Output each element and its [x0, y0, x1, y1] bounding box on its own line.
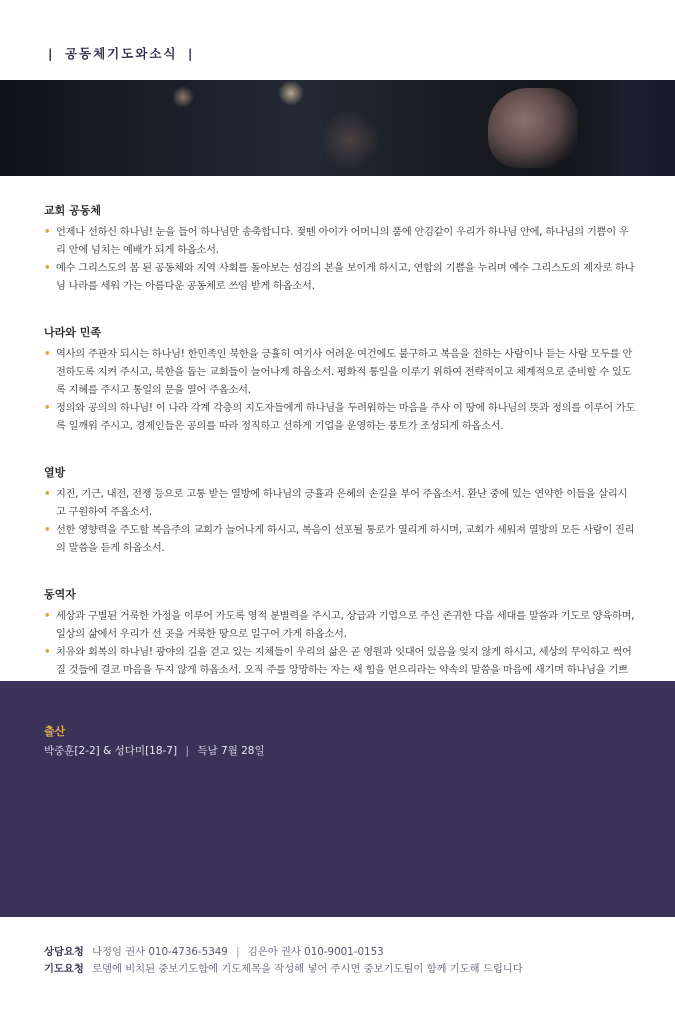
counsel-label: 상담요청 — [44, 946, 84, 958]
prayer-item — [44, 522, 636, 558]
news-panel — [0, 681, 675, 917]
section-title: 열방 — [44, 466, 66, 479]
prayer-item — [44, 400, 636, 436]
prayer-item — [44, 224, 636, 260]
section-nation — [44, 324, 636, 436]
prayer-text: 예수 그리스도의 몸 된 공동체와 지역 사회를 돌아보는 섬김의 본을 보이게 하시고, 연합의 기쁨을 누리며 예수 그리스도의 제자로 하나님 나라를 세워 가는 아름다운 공동체로 쓰임 받게 하옵소서. — [56, 263, 635, 292]
header-bar-left: | — [48, 46, 55, 61]
section-nations — [44, 464, 636, 558]
prayer-label: 기도요청 — [44, 963, 84, 975]
counsel-contact-2: 김은아 권사 010-9001-0153 — [247, 946, 384, 958]
prayer-text: 정의와 공의의 하나님! 이 나라 각계 각층의 지도자들에게 하나님을 두려워하는 마음을 주사 이 땅에 하나님의 뜻과 정의를 이루어 가도록 일깨워 주시고, 경제인들은 공의를 따라 정직하고 선하게 기업을 운영하는 풍토가 조성되게 하옵소서. — [56, 403, 636, 432]
prayer-item — [44, 346, 636, 400]
banner-shade — [560, 80, 675, 176]
footer — [44, 944, 523, 978]
candle-light — [172, 86, 194, 108]
news-text — [44, 743, 265, 758]
prayer-text: 세상과 구별된 거룩한 가정을 이루어 가도록 영적 분별력을 주시고, 상급과 기업으로 주신 존귀한 다음 세대를 말씀과 기도로 양육하며, 일상의 삶에서 우리가 선 곳을 거룩한 땅으로 일구어 가게 하옵소서. — [56, 611, 635, 640]
prayer-text: 치유와 회복의 하나님! 광야의 길을 걷고 있는 지체들이 우리의 삶은 곧 영원과 잇대어 있음을 잊지 않게 하시고, 세상의 무익하고 썩어질 것들에 결코 마음을 두지 않게 하옵소서. 오직 주를 앙망하는 자는 새 힘을 얻으리라는 약속의 말씀을 마음에 새기며 하나님을 기쁘 — [56, 647, 632, 676]
bullet-icon: • — [44, 525, 51, 536]
news-parents: 박중훈[2-2] & 성다미[18-7] — [44, 745, 178, 757]
prayer-item — [44, 486, 636, 522]
prayer-text: 언제나 선하신 하나님! 눈을 들어 하나님만 송축합니다. 젖뗀 아이가 어머니의 품에 안김같이 우리가 하나님 안에, 하나님의 기쁨이 우리 안에 넘치는 예배가 되게 하옵소서. — [56, 227, 629, 256]
bullet-icon: • — [44, 263, 51, 274]
header-bar-right: | — [187, 46, 195, 61]
separator: | — [185, 745, 189, 757]
bullet-icon: • — [44, 489, 51, 500]
section-title: 교회 공동체 — [44, 204, 101, 217]
news-title: 출산 — [44, 725, 66, 738]
prayer-item — [44, 260, 636, 296]
banner-photo — [0, 80, 675, 176]
candle-light — [278, 80, 304, 106]
prayer-request-text: 로뎀에 비치된 중보기도함에 기도제목을 작성해 넣어 주시면 중보기도팀이 함께 기도해 드립니다 — [92, 963, 523, 975]
section-title: 나라와 민족 — [44, 326, 101, 339]
counsel-line — [44, 944, 523, 961]
page-header — [44, 44, 198, 62]
section-title: 동역자 — [44, 588, 76, 601]
prayer-item — [44, 608, 636, 644]
news-detail: 득남 7월 28일 — [197, 745, 265, 757]
prayer-text: 역사의 주관자 되시는 하나님! 한민족인 북한을 긍휼히 여기사 어려운 여건에도 불구하고 복음을 전하는 사람이나 듣는 사람 모두를 안전하도록 지켜 주시고, 북한을 돕는 교회들이 늘어나게 하옵소서. 평화적 통일을 이루기 위하여 전략적이고 체계적으로 준비할 수 있도록 지혜를 주시고 통일의 문을 열어 주옵소서. — [56, 349, 633, 396]
bullet-icon: • — [44, 403, 51, 414]
page-title: 공동체기도와소식 — [64, 46, 178, 61]
candle-glow — [320, 110, 380, 170]
separator: | — [236, 946, 240, 958]
bullet-icon: • — [44, 647, 51, 658]
prayer-request-line — [44, 961, 523, 978]
bullet-icon: • — [44, 227, 51, 238]
bullet-icon: • — [44, 349, 51, 360]
prayer-text: 선한 영향력을 주도할 복음주의 교회가 늘어나게 하시고, 복음이 선포될 통로가 열리게 하시며, 교회가 세워져 열방의 모든 사람이 진리의 말씀을 듣게 하옵소서. — [56, 525, 635, 554]
section-church-community — [44, 202, 636, 296]
prayer-text: 지진, 기근, 내전, 전쟁 등으로 고통 받는 열방에 하나님의 긍휼과 은혜의 손길을 부어 주옵소서. 환난 중에 있는 연약한 이들을 살리시고 구원하여 주옵소서. — [56, 489, 628, 518]
bullet-icon: • — [44, 611, 51, 622]
counsel-contact-1: 나정임 권사 010-4736-5349 — [92, 946, 228, 958]
prayer-sections — [44, 202, 636, 726]
